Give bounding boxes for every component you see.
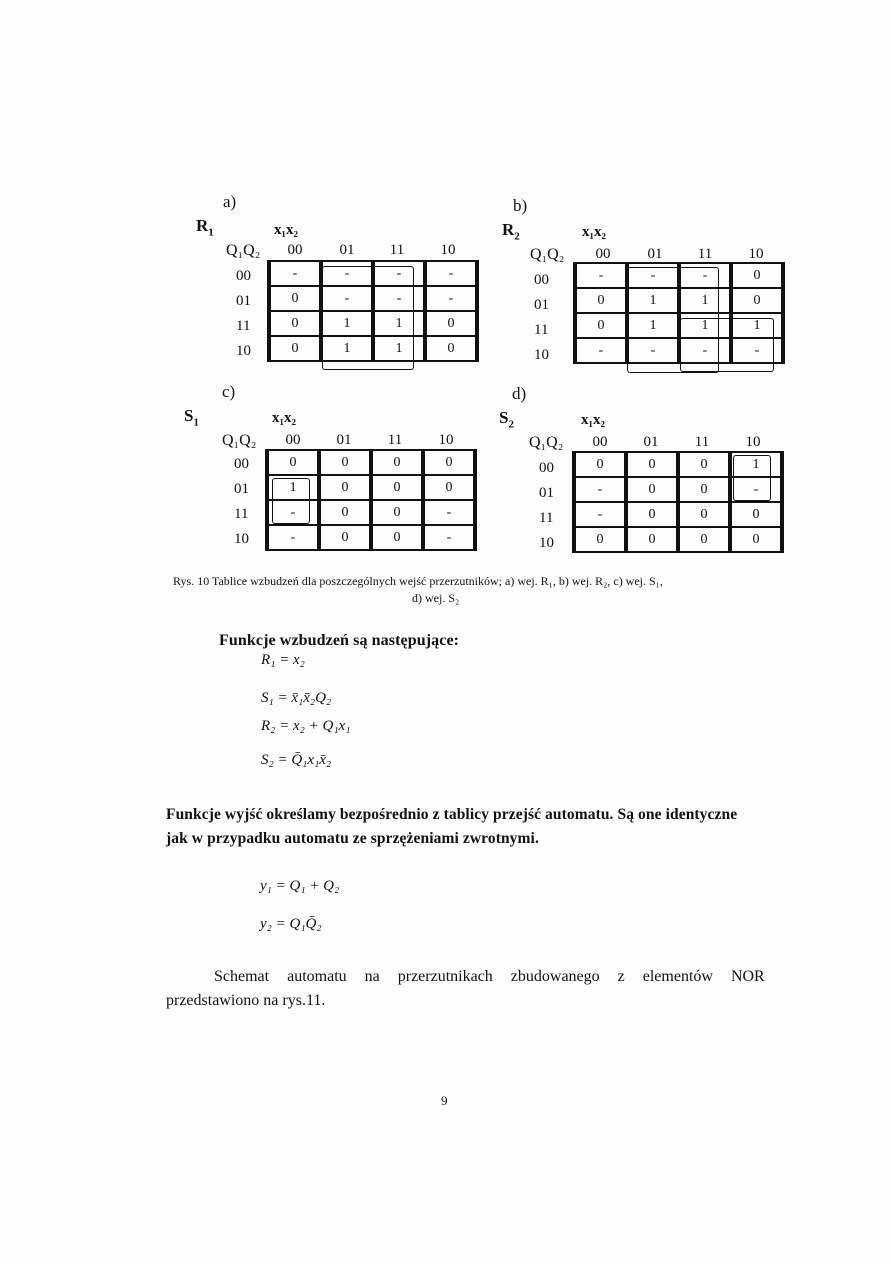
kmap-cell: 1 [627, 313, 679, 338]
kmap-cell: - [425, 261, 477, 286]
paragraph-outputs-line1: Funkcje wyjść określamy bezpośrednio z tablicy przejść automatu. Są one identyczne [166, 806, 738, 823]
kmap-cell: 0 [730, 502, 782, 527]
equation-s2: S₂ = Q̄₁x₁x̄₂ [261, 752, 332, 768]
state-vars-label: Q₁Q₂ [226, 242, 261, 259]
equation-r1: R₁ = x₂ [261, 652, 305, 668]
panel-label: b) [513, 196, 528, 215]
row-header: 01 [236, 293, 251, 309]
map-variable: $R_1$ [196, 216, 214, 239]
kmap-cell: - [373, 286, 425, 311]
kmap-grid [572, 451, 784, 553]
kmap-cell: 0 [731, 288, 783, 313]
kmap-cell: 0 [319, 450, 371, 475]
panel-label: a) [223, 192, 237, 211]
kmap-r1 [190, 190, 490, 370]
kmap-cell: 0 [423, 475, 475, 500]
row-header: 11 [236, 318, 251, 334]
kmap-cell: 0 [371, 475, 423, 500]
column-header: 00 [287, 242, 303, 258]
kmap-cell: 0 [371, 500, 423, 525]
kmap-s2 [497, 382, 797, 562]
kmap-cell: 0 [269, 311, 321, 336]
column-header: 00 [592, 434, 608, 450]
column-header: 10 [745, 434, 761, 450]
row-header: 11 [539, 510, 554, 526]
kmap-cell: 0 [269, 336, 321, 361]
kmap-cell: 1 [321, 311, 373, 336]
state-vars-label: Q₁Q₂ [222, 432, 257, 449]
kmap-cell: 0 [371, 450, 423, 475]
kmap-cell: - [730, 477, 782, 502]
row-header: 01 [234, 481, 249, 497]
kmap-r2 [498, 196, 798, 376]
kmap-cell: - [267, 500, 319, 525]
kmap-cell: 0 [371, 525, 423, 550]
input-vars-label: x₁x₂ [581, 412, 605, 428]
row-header: 01 [539, 485, 554, 501]
row-header: 10 [534, 347, 549, 363]
kmap-grid [265, 449, 477, 551]
state-vars-label: Q₁Q₂ [530, 246, 565, 263]
kmap-cell: 0 [267, 450, 319, 475]
kmap-cell: - [373, 261, 425, 286]
equation-y1: y₁ = Q₁ + Q₂ [260, 878, 340, 894]
kmap-cell: - [627, 338, 679, 363]
kmap-cell: 1 [373, 336, 425, 361]
kmap-cell: - [574, 477, 626, 502]
kmap-cell: - [423, 525, 475, 550]
kmap-cell: 1 [679, 288, 731, 313]
kmap-cell: 1 [373, 311, 425, 336]
kmap-cell: - [574, 502, 626, 527]
row-header: 00 [539, 460, 554, 476]
kmap-cell: 0 [730, 527, 782, 552]
kmap-cell: - [679, 338, 731, 363]
kmap-cell: 1 [627, 288, 679, 313]
column-header: 11 [387, 432, 403, 448]
kmap-cell: 0 [319, 500, 371, 525]
kmap-cell: 1 [267, 475, 319, 500]
column-header: 01 [643, 434, 659, 450]
row-header: 00 [534, 272, 549, 288]
column-header: 01 [339, 242, 355, 258]
column-header: 01 [647, 246, 663, 262]
kmap-cell: 0 [626, 452, 678, 477]
kmap-cell: - [267, 525, 319, 550]
kmap-cell: 0 [678, 502, 730, 527]
panel-label: d) [512, 384, 527, 403]
kmap-cell: - [575, 263, 627, 288]
kmap-cell: - [425, 286, 477, 311]
column-header: 10 [748, 246, 764, 262]
kmap-cell: 0 [425, 336, 477, 361]
row-header: 10 [236, 343, 251, 359]
kmap-s1 [182, 380, 482, 560]
figure-caption-line2: d) wej. S₂ [412, 591, 460, 605]
kmap-cell: 0 [574, 527, 626, 552]
page-number: 9 [441, 1093, 448, 1108]
kmap-cell: 0 [574, 452, 626, 477]
column-header: 10 [438, 432, 454, 448]
row-header: 00 [236, 268, 251, 284]
column-header: 01 [336, 432, 352, 448]
kmap-cell: - [679, 263, 731, 288]
figure-caption-line1: Rys. 10 Tablice wzbudzeń dla poszczególnych wejść przerzutników; a) wej. R₁, b) wej. R₂, c) wej. S₁, [173, 574, 663, 588]
kmap-cell: 0 [626, 527, 678, 552]
kmap-cell: - [321, 261, 373, 286]
row-header: 11 [234, 506, 249, 522]
kmap-grid [267, 260, 479, 362]
kmap-cell: 0 [425, 311, 477, 336]
kmap-cell: 0 [575, 313, 627, 338]
kmap-cell: 1 [321, 336, 373, 361]
column-header: 11 [694, 434, 710, 450]
kmap-cell: 0 [678, 452, 730, 477]
panel-label: c) [222, 382, 236, 401]
kmap-cell: - [627, 263, 679, 288]
column-header: 00 [285, 432, 301, 448]
map-variable: $R_2$ [502, 220, 520, 243]
kmap-cell: 0 [626, 502, 678, 527]
column-header: 00 [595, 246, 611, 262]
map-variable: $S_1$ [184, 406, 199, 429]
kmap-cell: - [575, 338, 627, 363]
paragraph-schematic-line2: przedstawiono na rys.11. [166, 992, 326, 1009]
kmap-cell: - [269, 261, 321, 286]
input-vars-label: x₁x₂ [274, 222, 298, 238]
kmap-cell: - [731, 338, 783, 363]
row-header: 01 [534, 297, 549, 313]
row-header: 00 [234, 456, 249, 472]
kmap-cell: 0 [678, 527, 730, 552]
kmap-cell: 0 [423, 450, 475, 475]
column-header: 11 [389, 242, 405, 258]
input-vars-label: x₁x₂ [272, 410, 296, 426]
kmap-cell: 1 [730, 452, 782, 477]
paragraph-outputs-line2: jak w przypadku automatu ze sprzężeniami zwrotnymi. [166, 830, 539, 847]
kmap-cell: 0 [319, 475, 371, 500]
row-header: 10 [539, 535, 554, 551]
kmap-grid [573, 262, 785, 364]
input-vars-label: x₁x₂ [582, 224, 606, 240]
kmap-cell: 0 [731, 263, 783, 288]
map-variable: $S_2$ [499, 408, 514, 431]
equation-s1: S₁ = x̄₁x̄₂Q₂ [261, 690, 332, 706]
column-header: 11 [697, 246, 713, 262]
kmap-cell: 0 [269, 286, 321, 311]
excitation-heading: Funkcje wzbudzeń są następujące: [219, 632, 460, 649]
state-vars-label: Q₁Q₂ [529, 434, 564, 451]
kmap-cell: 1 [679, 313, 731, 338]
row-header: 11 [534, 322, 549, 338]
column-header: 10 [440, 242, 456, 258]
kmap-cell: 0 [626, 477, 678, 502]
kmap-cell: 1 [731, 313, 783, 338]
equation-r2: R₂ = x₂ + Q₁x₁ [261, 718, 351, 734]
kmap-cell: 0 [678, 477, 730, 502]
kmap-cell: - [321, 286, 373, 311]
paragraph-schematic-line1: Schemat automatu na przerzutnikach zbudowanego z elementów NOR [214, 968, 765, 985]
equation-y2: y₂ = Q₁Q̄₂ [260, 916, 322, 932]
kmap-cell: 0 [575, 288, 627, 313]
kmap-cell: - [423, 500, 475, 525]
row-header: 10 [234, 531, 249, 547]
kmap-cell: 0 [319, 525, 371, 550]
